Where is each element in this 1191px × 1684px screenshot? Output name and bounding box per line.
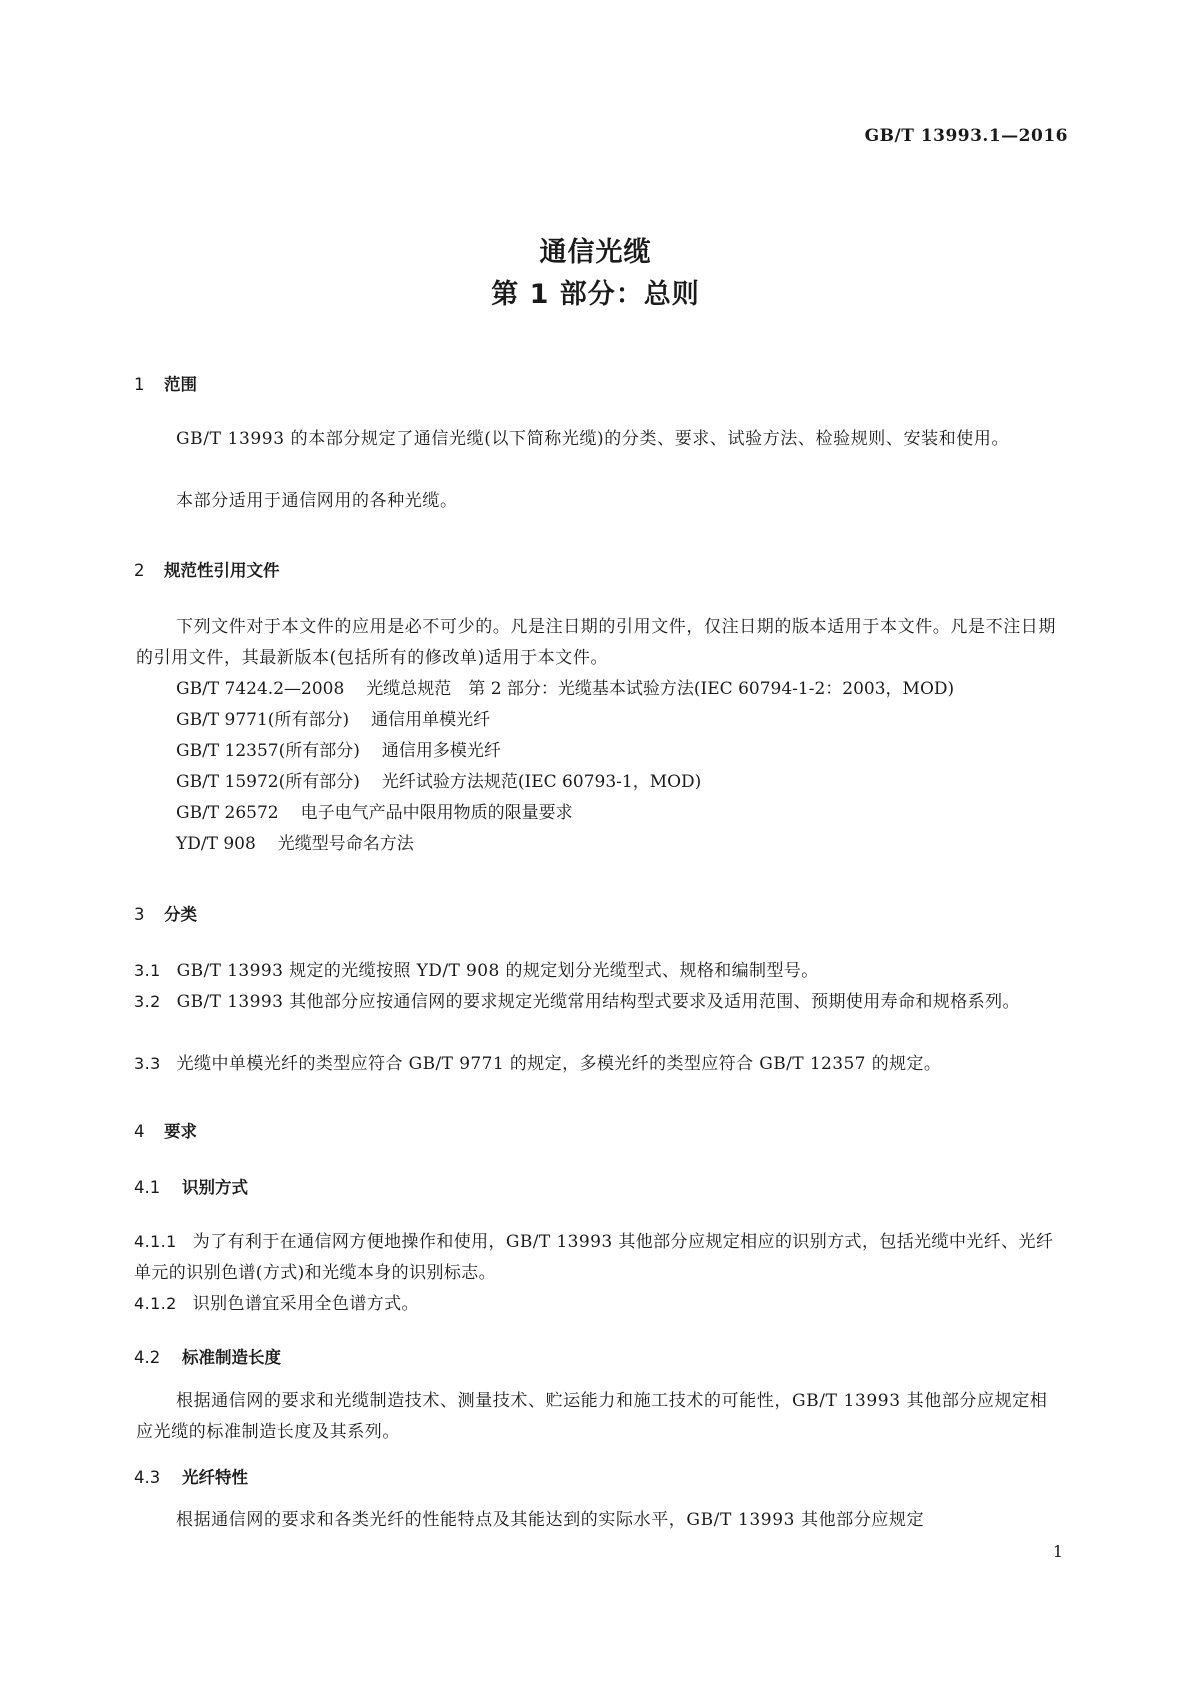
section-2-heading [134, 557, 280, 581]
section-title: 规范性引用文件 [164, 561, 280, 580]
section-title: 要求 [164, 1122, 197, 1141]
standard-code: GB/T 13993.1—2016 [864, 126, 1068, 146]
clause-number: 3.2 [134, 992, 161, 1011]
paragraph: 本部分适用于通信网用的各种光缆。 [176, 491, 458, 511]
section-number: 4 [134, 1122, 145, 1141]
document-title: 通信光缆 [539, 237, 652, 268]
clause-number: 4.1.1 [134, 1232, 177, 1251]
subsection-number: 4.3 [134, 1468, 161, 1487]
reference-title: 光缆总规范 第 2 部分：光缆基本试验方法(IEC 60794-1-2：2003，MOD) [366, 679, 955, 699]
clause-text: 为了有利于在通信网方便地操作和使用，GB/T 13993 其他部分应规定相应的识别方式，包括光缆中光纤、光纤单元的识别色谱(方式)和光缆本身的识别标志。 [134, 1232, 1054, 1283]
clause [134, 1288, 1060, 1320]
reference-code: GB/T 12357(所有部分) [176, 741, 360, 761]
reference-code: GB/T 7424.2—2008 [176, 679, 345, 699]
subsection-4-2-heading [134, 1344, 281, 1368]
paragraph: 根据通信网的要求和光缆制造技术、测量技术、贮运能力和施工技术的可能性，GB/T 13993 其他部分应规定相应光缆的标准制造长度及其系列。 [136, 1391, 1048, 1442]
reference-item [176, 767, 701, 798]
subsection-number: 4.2 [134, 1348, 161, 1367]
reference-code: YD/T 908 [176, 834, 256, 854]
reference-item [176, 705, 490, 736]
subsection-4-3-heading [134, 1464, 248, 1488]
clause-number: 4.1.2 [134, 1294, 177, 1313]
section-title: 分类 [164, 905, 197, 924]
clause-text: 光缆中单模光纤的类型应符合 GB/T 9771 的规定，多模光纤的类型应符合 GB/T 12357 的规定。 [176, 1054, 942, 1074]
clause [134, 955, 1060, 987]
subsection-title: 标准制造长度 [182, 1348, 281, 1367]
paragraph: 根据通信网的要求和各类光纤的性能特点及其能达到的实际水平，GB/T 13993 其他部分应规定 [176, 1510, 925, 1530]
subsection-4-1-heading [134, 1174, 248, 1198]
paragraph: GB/T 13993 的本部分规定了通信光缆(以下简称光缆)的分类、要求、试验方法、检验规则、安装和使用。 [176, 429, 1010, 449]
section-number: 3 [134, 905, 145, 924]
section-number: 2 [134, 561, 145, 580]
section-number: 1 [134, 375, 145, 394]
reference-item [176, 829, 414, 860]
reference-title: 通信用多模光纤 [381, 741, 501, 761]
reference-item [176, 736, 501, 767]
clause-text: 识别色谱宜采用全色谱方式。 [192, 1294, 419, 1314]
paragraph: 下列文件对于本文件的应用是必不可少的。凡是注日期的引用文件，仅注日期的版本适用于本文件。凡是不注日期的引用文件，其最新版本(包括所有的修改单)适用于本文件。 [136, 617, 1056, 668]
subsection-title: 光纤特性 [182, 1468, 248, 1487]
reference-code: GB/T 26572 [176, 803, 279, 823]
document-subtitle: 第 1 部分：总则 [491, 279, 700, 310]
reference-title: 电子电气产品中限用物质的限量要求 [300, 803, 573, 823]
clause [134, 1226, 1060, 1289]
clause-number: 3.3 [134, 1054, 161, 1073]
clause [134, 986, 1060, 1018]
section-title: 范围 [164, 375, 197, 394]
subsection-title: 识别方式 [182, 1178, 248, 1197]
section-3-heading [134, 901, 197, 925]
section-1-heading [134, 371, 197, 395]
clause-text: GB/T 13993 其他部分应按通信网的要求规定光缆常用结构型式要求及适用范围、预期使用寿命和规格系列。 [176, 992, 1020, 1012]
subsection-number: 4.1 [134, 1178, 161, 1197]
clause [134, 1048, 1060, 1080]
reference-item [176, 674, 954, 705]
reference-code: GB/T 15972(所有部分) [176, 772, 360, 792]
clause-text: GB/T 13993 规定的光缆按照 YD/T 908 的规定划分光缆型式、规格和编制型号。 [176, 961, 819, 981]
clause-number: 3.1 [134, 961, 161, 980]
reference-title: 光纤试验方法规范(IEC 60793-1，MOD) [381, 772, 702, 792]
reference-title: 光缆型号命名方法 [277, 834, 414, 854]
reference-item [176, 798, 573, 829]
page-number: 1 [1052, 1542, 1063, 1561]
reference-title: 通信用单模光纤 [371, 710, 491, 730]
section-4-heading [134, 1118, 197, 1142]
reference-code: GB/T 9771(所有部分) [176, 710, 350, 730]
